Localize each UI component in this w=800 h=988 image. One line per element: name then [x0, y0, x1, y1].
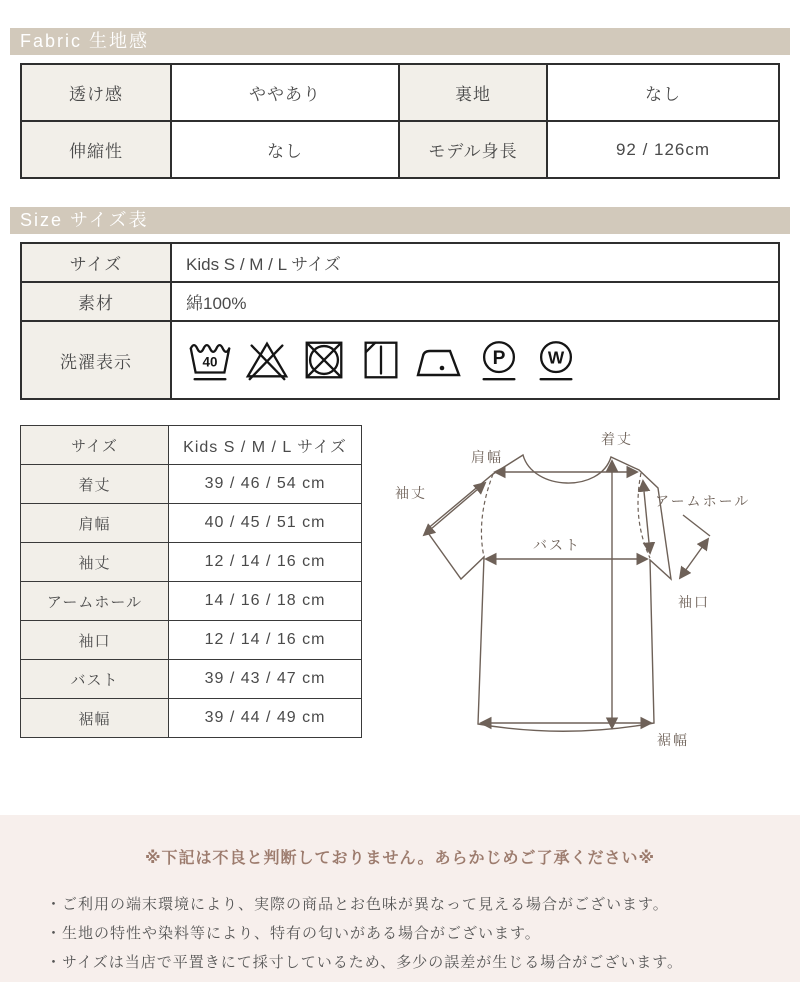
measure-value-length: 39 / 46 / 54 cm: [169, 465, 362, 504]
table-row: [21, 504, 362, 543]
measure-value-hem: 39 / 44 / 49 cm: [169, 699, 362, 738]
spec-label-care: 洗濯表示: [21, 321, 171, 399]
disclaimer-title: ※下記は不良と判断しておりません。あらかじめご了承ください※: [144, 850, 656, 867]
fabric-label-sheerness: 透け感: [21, 64, 171, 121]
table-row: [21, 243, 779, 282]
table-row: [21, 621, 362, 660]
disclaimer-item-color: ・ご利用の端末環境により、実際の商品とお色味が異なって見える場合がございます。: [46, 896, 669, 913]
wash-40-gentle-icon: [186, 335, 234, 385]
measurement-table: [20, 425, 362, 738]
measurement-section: [20, 425, 780, 763]
diagram-label-shoulder: 肩幅: [471, 449, 503, 465]
diagram-label-hem: 裾幅: [657, 732, 689, 748]
spec-label-material: 素材: [21, 282, 171, 321]
fabric-section-header: Fabric 生地感: [10, 28, 790, 55]
measure-value-sleeve: 12 / 14 / 16 cm: [169, 543, 362, 582]
disclaimer-item-size-error: ・サイズは当店で平置きにて採寸しているため、多少の誤差が生じる場合がございます。: [46, 954, 684, 971]
table-row: [21, 543, 362, 582]
disclaimer-item-smell: ・生地の特性や染料等により、特有の匂いがある場合がございます。: [46, 925, 541, 942]
size-spec-table: [20, 242, 780, 400]
spec-value-size: Kids S / M / L サイズ: [171, 243, 779, 282]
do-not-bleach-icon: [243, 335, 291, 385]
table-row: [21, 465, 362, 504]
fabric-value-lining: なし: [547, 64, 779, 121]
measure-label-armhole: アームホール: [21, 582, 169, 621]
measure-value-bust: 39 / 43 / 47 cm: [169, 660, 362, 699]
fabric-label-lining: 裏地: [399, 64, 547, 121]
armhole-dashed-left: [481, 474, 493, 557]
measure-label-hem: 裾幅: [21, 699, 169, 738]
iron-low-heat-icon: [414, 335, 466, 385]
measure-label-shoulder: 肩幅: [21, 504, 169, 543]
care-symbols: [186, 335, 778, 385]
measure-label-length: 着丈: [21, 465, 169, 504]
measure-label-bust: バスト: [21, 660, 169, 699]
fabric-value-stretch: なし: [171, 121, 399, 178]
sleeve-length-arrow: [424, 483, 485, 535]
do-not-tumble-dry-icon: [300, 335, 348, 385]
fabric-label-model-height: モデル身長: [399, 121, 547, 178]
diagram-label-armhole: アームホール: [655, 493, 751, 509]
measure-value-size: Kids S / M / L サイズ: [169, 426, 362, 465]
care-symbols-cell: [171, 321, 779, 399]
dry-clean-P-gentle-icon: [475, 335, 523, 385]
fabric-table: [20, 63, 780, 179]
disclaimer-box: [0, 815, 800, 982]
table-row: [21, 660, 362, 699]
wet-clean-W-gentle-icon: [532, 335, 580, 385]
tshirt-outline: [426, 455, 671, 731]
cuff-leader-line: [683, 515, 710, 536]
cuff-arrow: [680, 539, 708, 578]
diagram-label-sleeve: 袖丈: [395, 485, 427, 501]
table-row: [21, 426, 362, 465]
fabric-label-stretch: 伸縮性: [21, 121, 171, 178]
spec-value-material: 綿100%: [171, 282, 779, 321]
svg-text:P: P: [492, 347, 506, 369]
diagram-label-bust: バスト: [533, 537, 581, 553]
measure-value-armhole: 14 / 16 / 18 cm: [169, 582, 362, 621]
measure-value-shoulder: 40 / 45 / 51 cm: [169, 504, 362, 543]
table-row: [21, 321, 779, 399]
tshirt-measurement-diagram: [376, 427, 780, 763]
table-row: [21, 121, 779, 178]
svg-text:W: W: [547, 347, 565, 368]
line-dry-in-shade-icon: [357, 335, 405, 385]
fabric-value-model-height: 92 / 126cm: [547, 121, 779, 178]
armhole-arrow: [643, 481, 650, 553]
fabric-value-sheerness: ややあり: [171, 64, 399, 121]
measure-value-cuff: 12 / 14 / 16 cm: [169, 621, 362, 660]
table-row: [21, 282, 779, 321]
size-section-header: Size サイズ表: [10, 207, 790, 234]
table-row: [21, 582, 362, 621]
table-row: [21, 699, 362, 738]
measure-label-cuff: 袖口: [21, 621, 169, 660]
spec-label-size: サイズ: [21, 243, 171, 282]
svg-text:40: 40: [202, 354, 218, 370]
table-row: [21, 64, 779, 121]
diagram-label-cuff: 袖口: [678, 594, 710, 610]
measure-label-sleeve: 袖丈: [21, 543, 169, 582]
diagram-label-length: 着丈: [601, 431, 633, 447]
measure-label-size: サイズ: [21, 426, 169, 465]
